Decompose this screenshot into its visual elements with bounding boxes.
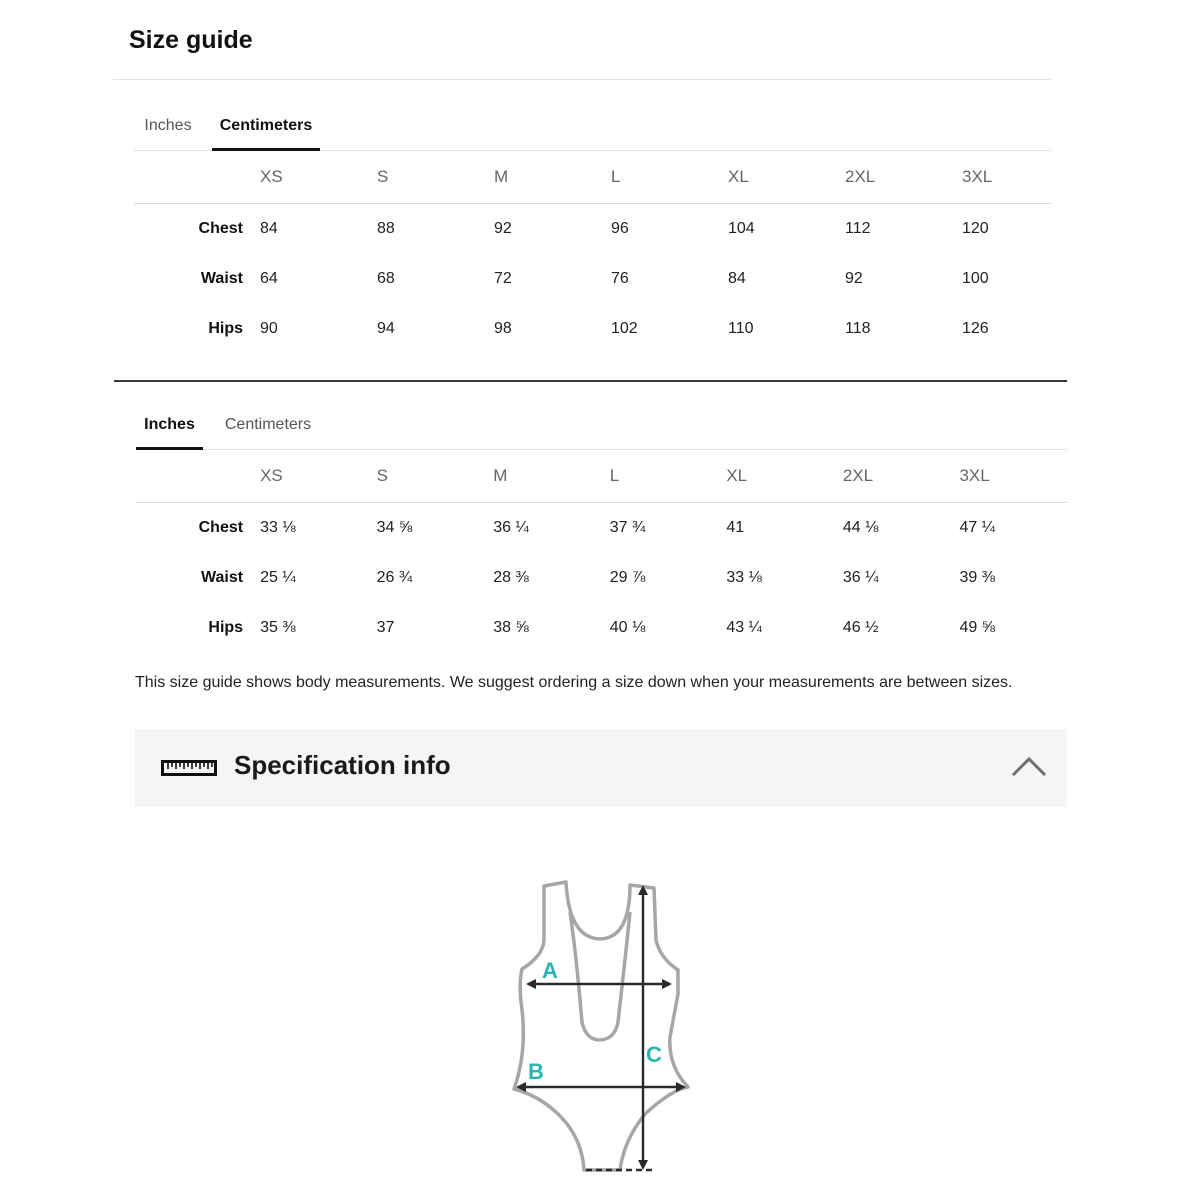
ruler-icon: [161, 760, 217, 781]
size-header-row: [134, 151, 1051, 204]
table-cell: 90: [260, 320, 278, 337]
table-cell: 102: [611, 320, 638, 337]
size-header-row: [136, 450, 1067, 503]
table-cell: 92: [494, 220, 512, 237]
row-label: Waist: [200, 569, 244, 586]
table-cell: 84: [260, 220, 278, 237]
table-cell: 47 ¼: [959, 519, 996, 536]
table-cell: 33 ⅛: [260, 519, 296, 536]
row-label: Chest: [198, 220, 243, 237]
size-header: XL: [726, 450, 843, 503]
row-label: Waist: [200, 270, 243, 287]
size-header: XL: [728, 151, 845, 204]
size-header: L: [610, 450, 727, 503]
table-cell: 33 ⅛: [726, 569, 762, 586]
size-header: 3XL: [959, 450, 1067, 503]
size-header: S: [377, 450, 494, 503]
table-row-chest: [134, 204, 1051, 255]
table-cell: 68: [377, 270, 395, 287]
measurements-table: [134, 151, 1051, 354]
table-cell: 29 ⅞: [609, 569, 646, 586]
size-header: M: [494, 151, 611, 204]
table-cell: 26 ¾: [376, 569, 413, 586]
table-row-hips: [136, 603, 1067, 653]
table-cell: 38 ⅝: [493, 619, 529, 636]
table-cell: 64: [260, 270, 278, 287]
table-cell: 35 ⅜: [260, 619, 296, 636]
specification-title: Specification info: [234, 750, 451, 780]
table-cell: 37 ¾: [609, 519, 646, 536]
chevron-up-icon[interactable]: [1011, 754, 1047, 783]
table-cell: 44 ⅛: [842, 519, 879, 536]
table-cell: 100: [962, 270, 989, 287]
table-cell: 46 ½: [842, 619, 879, 636]
table-cell: 110: [728, 320, 754, 337]
table-row-waist: [136, 553, 1067, 603]
measurements-table: [136, 450, 1067, 653]
table-cell: 120: [962, 220, 989, 237]
table-cell: 118: [845, 320, 871, 337]
table-cell: 104: [728, 220, 755, 237]
size-table-centimeters: [134, 102, 1051, 354]
table-cell: 25 ¼: [260, 569, 296, 586]
title-divider: [113, 79, 1051, 80]
unit-tabs: [134, 102, 1051, 151]
size-guide-title: Size guide: [129, 26, 253, 54]
table-cell: 72: [494, 270, 512, 287]
size-header: M: [493, 450, 610, 503]
size-guide-note: This size guide shows body measurements. We suggest ordering a size down when your measurements are between sizes.: [135, 674, 1013, 691]
section-divider: [114, 380, 1067, 382]
row-label: Hips: [208, 320, 243, 337]
table-cell: 92: [845, 270, 863, 287]
table-cell: 41: [726, 519, 745, 536]
size-header: 3XL: [962, 151, 1051, 204]
size-header: 2XL: [845, 151, 962, 204]
label-b: B: [528, 1059, 544, 1084]
size-header: XS: [260, 450, 377, 503]
unit-tabs: [136, 401, 1067, 450]
corner-cell: [134, 151, 260, 204]
table-cell: 94: [377, 320, 395, 337]
table-row-waist: [134, 254, 1051, 304]
tab-inches[interactable]: Inches: [144, 117, 192, 134]
table-cell: 88: [377, 220, 395, 237]
size-header: S: [377, 151, 494, 204]
size-header: XS: [260, 151, 377, 204]
table-cell: 49 ⅝: [959, 619, 996, 636]
table-cell: 76: [611, 270, 629, 287]
tab-inches[interactable]: Inches: [136, 401, 203, 449]
table-cell: 98: [494, 320, 512, 337]
table-cell: 43 ¼: [726, 619, 762, 636]
specification-accordion-header[interactable]: [135, 729, 1067, 807]
size-header: L: [611, 151, 728, 204]
swimsuit-outline: [514, 882, 688, 1170]
table-cell: 36 ¼: [493, 519, 529, 536]
tab-centimeters[interactable]: Centimeters: [224, 416, 312, 433]
table-cell: 36 ¼: [842, 569, 879, 586]
corner-cell: [136, 450, 260, 503]
table-cell: 96: [611, 220, 629, 237]
label-a: A: [542, 958, 558, 983]
table-cell: 34 ⅝: [376, 519, 413, 536]
label-c: C: [646, 1042, 662, 1067]
table-cell: 112: [845, 220, 871, 237]
table-cell: 126: [962, 320, 989, 337]
table-cell: 28 ⅜: [493, 569, 529, 586]
row-label: Chest: [198, 519, 244, 536]
table-row-chest: [136, 503, 1067, 554]
size-table-inches: [136, 401, 1067, 653]
table-cell: 84: [728, 270, 746, 287]
table-cell: 39 ⅜: [959, 569, 996, 586]
table-row-hips: [134, 304, 1051, 354]
tab-centimeters[interactable]: Centimeters: [212, 102, 320, 150]
size-header: 2XL: [843, 450, 960, 503]
table-cell: 40 ⅛: [609, 619, 646, 636]
table-cell: 37: [376, 619, 395, 636]
measurement-diagram: [498, 872, 698, 1177]
row-label: Hips: [208, 619, 244, 636]
